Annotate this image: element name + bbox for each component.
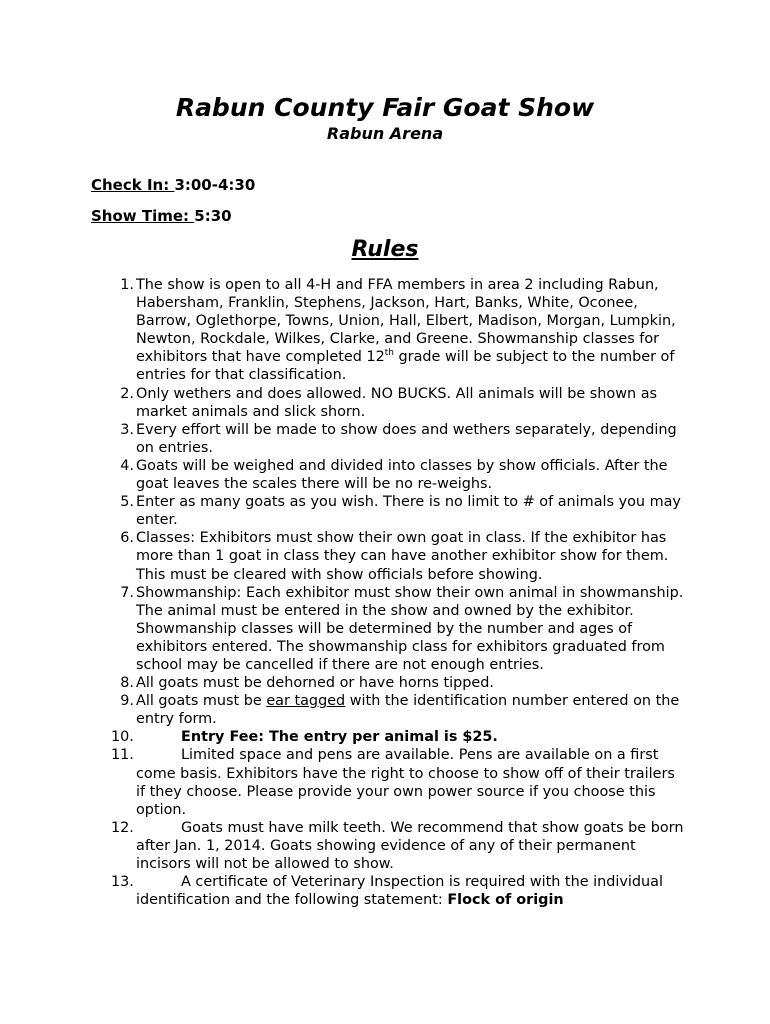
rule-bold-text: Flock of origin	[447, 892, 564, 909]
rule-text-continued: with the identification number entered on the entry form.	[136, 693, 680, 728]
rule-text: Showmanship: Each exhibitor must show their own animal in showmanship. The animal must be entered in the show and owned by the exhibitor. Showmanship classes will be determined by the number and ages of exhibitors entered. The showmanship class for exhibitors graduated from school may be cancelled if there are not enough entries.	[136, 584, 684, 673]
rule-text: All goats must be	[136, 693, 267, 710]
rule-text: All goats must be dehorned or have horns tipped.	[136, 675, 494, 692]
rule-bold-text: Entry Fee: The entry per animal is $25.	[181, 729, 498, 746]
rule-number: 8.	[120, 675, 134, 692]
rule-text: The show is open to all 4-H and FFA members in area 2 including Rabun, Habersham, Franklin, Stephens, Jackson, Hart, Banks, White, Oconee, Barrow, Oglethorpe, Towns, Union, Hall, Elbert, Madison, Morgan, Lumpkin, Newton, Rockdale, Wilkes, Clarke, and Greene. Showmanship classes for exhibitors that have completed 12	[136, 277, 676, 366]
check-in-line	[91, 175, 255, 195]
rule-number: 2.	[120, 385, 134, 402]
rules-heading: Rules	[351, 237, 419, 262]
rule-item	[107, 421, 687, 457]
rule-number: 7.	[120, 584, 134, 601]
show-time-line	[91, 206, 232, 226]
rule-underlined-text: ear tagged	[266, 693, 346, 710]
show-time-label: Show Time:	[91, 207, 195, 225]
rule-number: 10.	[111, 729, 134, 746]
check-in-label: Check In:	[91, 176, 175, 194]
rule-item	[107, 457, 687, 493]
rule-item	[107, 493, 687, 529]
rule-item	[107, 746, 687, 818]
rule-number: 5.	[120, 494, 134, 511]
rules-list	[107, 276, 687, 909]
rule-number: 12.	[111, 819, 134, 836]
rule-text: A certificate of Veterinary Inspection is required with the individual identification and the following statement:	[136, 874, 663, 909]
rule-text: Enter as many goats as you wish. There is no limit to # of animals you may enter.	[136, 494, 681, 529]
rule-item	[107, 819, 687, 873]
rule-superscript: th	[384, 348, 394, 359]
rule-number: 13.	[111, 874, 134, 891]
rule-text-continued: grade will be subject to the number of entries for that classification.	[136, 349, 675, 384]
page-subtitle: Rabun Arena	[326, 124, 444, 143]
rule-text: Only wethers and does allowed. NO BUCKS. All animals will be shown as market animals and slick shorn.	[136, 385, 658, 420]
rule-item	[107, 728, 687, 746]
show-time-value: 5:30	[194, 207, 232, 225]
rule-number: 6.	[120, 530, 134, 547]
rule-item	[107, 692, 687, 728]
rule-number: 11.	[111, 747, 134, 764]
page-title: Rabun County Fair Goat Show	[175, 93, 595, 122]
rule-item	[107, 529, 687, 583]
rule-number: 4.	[120, 457, 134, 474]
rule-text: Classes: Exhibitors must show their own goat in class. If the exhibitor has more than 1 goat in class they can have another exhibitor show for them. This must be cleared with show officials before showing.	[136, 530, 669, 583]
rule-item	[107, 873, 687, 909]
rule-item	[107, 385, 687, 421]
rule-number: 9.	[120, 693, 134, 710]
rule-item	[107, 276, 687, 385]
rule-item	[107, 674, 687, 692]
rule-number: 1.	[120, 277, 134, 293]
rule-text: Every effort will be made to show does and wethers separately, depending on entries.	[136, 421, 677, 456]
rule-item	[107, 584, 687, 674]
rule-text: Goats will be weighed and divided into classes by show officials. After the goat leaves the scales there will be no re-weighs.	[136, 457, 668, 493]
rule-number: 3.	[120, 421, 134, 438]
rule-text: Limited space and pens are available. Pens are available on a first come basis. Exhibitors have the right to choose to show off of their trailers if they choose. Please provide your own power source if you choose this option.	[136, 747, 675, 818]
rule-text: Goats must have milk teeth. We recommend that show goats be born after Jan. 1, 2014. Goats showing evidence of any of their permanent incisors will not be allowed to show.	[136, 819, 684, 872]
check-in-value: 3:00-4:30	[174, 176, 256, 194]
